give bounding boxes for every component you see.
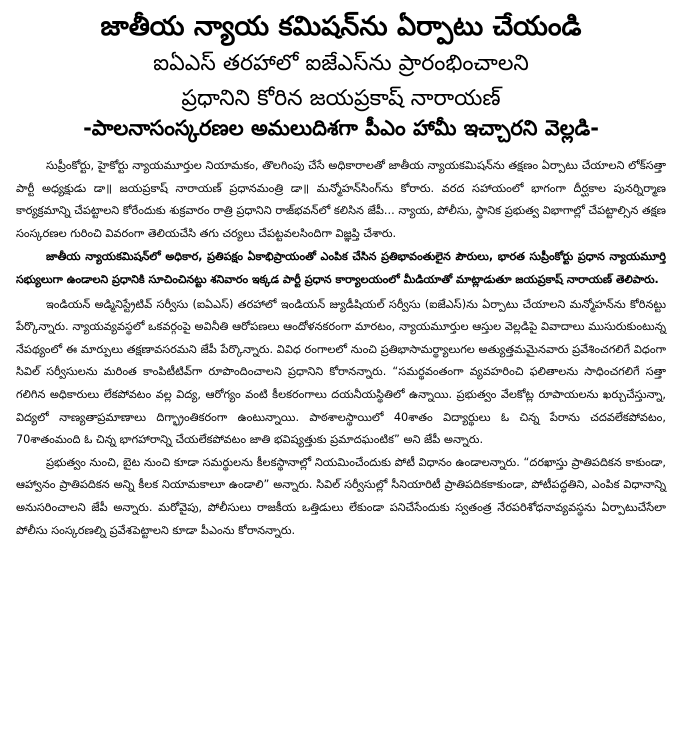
article-body: [16, 155, 666, 542]
paragraph-4: ప్రభుత్వం నుంచి, బైట నుంచి కూడా సమర్థులను కీలకస్థానాల్లో నియమించేందుకు పోటీ విధానం ఉండాలన్నారు. “దరఖాస్తు ప్రాతిపదికన కాకుండా, ఆహ్వానం ప్రాతిపదికన అన్ని కీలక నియామకాలూ ఉండాలి” అన్నారు. సివిల్ సర్వీసుల్లో సీనియారిటీ ప్రాతిపదికకాకుండా, పోటీపద్ధతిని, ఎంపిక విధానాన్ని అనుసరించాలని జేపీ అన్నారు. మరోవైపు, పోలీసులు రాజకీయ ఒత్తిడులు లేకుండా పనిచేసేందుకు స్వతంత్ర నేరపరిశోధనావ్యవస్థను ఏర్పాటుచేసేలా పోలీసు సంస్కరణల్ని ప్రవేశపెట్టాలని కూడా పీఎంను కోరానన్నారు.: [16, 455, 666, 537]
main-headline: జాతీయ న్యాయ కమిషన్‌ను ఏర్పాటు చేయండి: [100, 11, 582, 42]
subheadline-3: -పాలనాసంస్కరణల అమలుదిశగా పీఎం హామీ ఇచ్చారని వెల్లడి-: [83, 115, 599, 140]
subheadline-1: ఐఏఎస్ తరహాలో ఐజేఎస్‌ను ప్రారంభించాలని: [153, 50, 529, 76]
paragraph-2: జాతీయ న్యాయకమిషన్‌లో అధికార, ప్రతిపక్షం ఏకాభిప్రాయంతో ఎంపిక చేసిన ప్రతిభావంతులైన పౌరులు, భారత సుప్రీంకోర్టు ప్రధాన న్యాయమూర్తి సభ్యులుగా ఉండాలని ప్రధానికి సూచించినట్టు శనివారం ఇక్కడ పార్టీ ప్రధాన కార్యాలయంలో మీడియాతో మాట్లాడుతూ జయప్రకాష్ నారాయణ్ తెలిపారు.: [16, 250, 666, 286]
subheadline-2: ప్రధానిని కోరిన జయప్రకాష్ నారాయణ్: [181, 86, 501, 112]
paragraph-3: ఇండియన్ అడ్మినిస్ట్రేటివ్ సర్వీసు (ఐఏఎస్) తరహాలో ఇండియన్ జ్యుడీషియల్ సర్వీసు (ఐజేఎస్)ను ఏర్పాటు చేయాలని మన్మోహన్‌ను కోరినట్టు పేర్కొన్నారు. న్యాయవ్యవస్థలో ఒకవర్గంపై అవినీతి ఆరోపణలు ఆందోళనకరంగా మారటం, న్యాయమూర్తుల ఆస్తుల వెల్లడిపై వివాదాలు ముసురుకుంటున్న నేపథ్యంలో ఈ మార్పులు తక్షణావసరమని జేపీ పేర్కొన్నారు. వివిధ రంగాలలో నుంచి ప్రతిభాసామర్థ్యాలుగల అత్యుత్తమమైనవారు ప్రవేశించగలిగే విధంగా సివిల్ సర్వీసులను మరింత కాంపిటీటివ్‌గా రూపొందించాలని ప్రధానిని కోరానన్నారు. “సమర్థవంతంగా వ్యవహరించి ఫలితాలను సాధించగలిగే సత్తా గలిగిన అధికారులు లేకపోవటం వల్ల విద్య, ఆరోగ్యం వంటి కీలకరంగాలు దయనీయస్థితిలో ఉన్నాయి. ప్రభుత్వం వేలకోట్ల రూపాయలను ఖర్చుచేస్తున్నా, విద్యలో నాణ్యతాప్రమాణాలు దిగ్భ్రాంతికరంగా ఉంటున్నాయి. పాఠశాలస్థాయిలో 40శాతం విద్యార్థులు ఓ చిన్న పేరాను చదవలేకపోవటం, 70శాతంమంది ఓ చిన్న భాగహారాన్ని చేయలేకపోవటం జాతి భవిష్యత్తుకు ప్రమాదఘంటిక” అని జేపీ అన్నారు.: [16, 297, 666, 447]
paragraph-1: సుప్రీంకోర్టు, హైకోర్టు న్యాయమూర్తుల నియామకం, తొలగింపు చేసే అధికారాలతో జాతీయ న్యాయకమిషన్‌ను తక్షణం ఏర్పాటు చేయాలని లోక్‌సత్తా పార్టీ అధ్యక్షుడు డా॥ జయప్రకాష్ నారాయణ్ ప్రధానమంత్రి డా॥ మన్మోహన్‌సింగ్‌ను కోరారు. వరద సహాయంలో భాగంగా దీర్ఘకాల పునర్నిర్మాణ కార్యక్రమాన్ని చేపట్టాలని కోరేందుకు శుక్రవారం రాత్రి ప్రధానిని రాజ్‌భవన్‌లో కలిసిన జేపీ... న్యాయ, పోలీసు, స్థానిక ప్రభుత్వ విభాగాల్లో చేపట్టాల్సిన తక్షణ సంస్కరణల గురించి వివరంగా తెలియచేసి తగు చర్యలు చేపట్టవలసిందిగా విజ్ఞప్తి చేశారు.: [16, 159, 666, 240]
